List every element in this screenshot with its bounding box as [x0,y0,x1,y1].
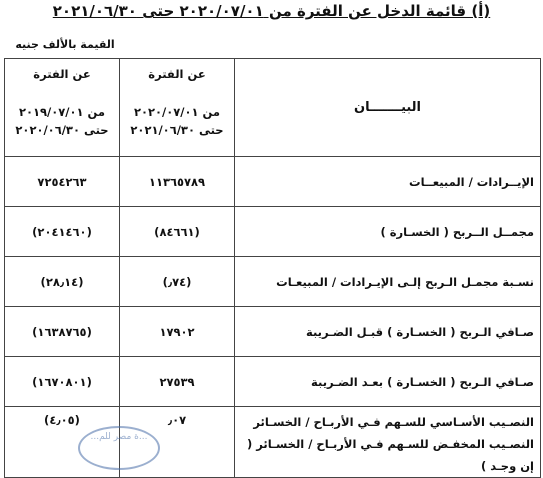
previous-period-header [5,59,120,157]
current-period-to: حتى ٢٠٢١/٠٦/٣٠ [130,123,224,137]
previous-value: (١٦٣٨٧٦٥) [5,307,120,357]
eps-current-value: ٫٠٧ [120,407,235,478]
income-statement-table [4,58,541,478]
previous-value: (٢٨٫١٤) [5,257,120,307]
table-row [5,207,541,257]
current-value: (٨٤٦٦١) [120,207,235,257]
current-value: (٫٧٤) [120,257,235,307]
row-label: صـافي الـربح ( الخسـارة ) قبـل الضـريبة [235,307,541,357]
row-label: نسـبة مجمـل الـربح إلـى الإيـرادات / المبيعـات [235,257,541,307]
current-period-from: من ٢٠٢٠/٠٧/٠١ [133,105,221,119]
previous-period-to: حتى ٢٠٢٠/٠٦/٣٠ [15,123,109,137]
table-row [5,257,541,307]
current-period-header [120,59,235,157]
eps-labels [235,407,541,478]
row-label: صـافي الـربح ( الخسـارة ) بعـد الضـريبة [235,357,541,407]
current-value: ١١٣٦٥٧٨٩ [120,157,235,207]
previous-value: (٢٠٤١٤٦٠) [5,207,120,257]
current-value: ٢٧٥٣٩ [120,357,235,407]
previous-value: (١٦٧٠٨٠١) [5,357,120,407]
company-stamp [78,426,160,470]
unit-label: القيمة بالألف جنيه [15,38,115,51]
stamp-text: ...ة مصر للم... [90,432,148,442]
current-value: ١٧٩٠٢ [120,307,235,357]
previous-period-from: من ٢٠١٩/٠٧/٠١ [18,105,106,119]
table-row [5,157,541,207]
table-row [5,307,541,357]
eps-basic-label: النصـيب الأسـاسي للسـهم فـي الأربـاح / الخسـائر [253,415,534,429]
previous-value: ٧٢٥٤٢٦٣ [5,157,120,207]
eps-diluted-label: النصـيب المخفـض للسـهم فـي الأربـاح / الخسـائر ( إن وجـد ) [246,437,534,473]
row-label: الإيــرادات / المبيعــات [235,157,541,207]
eps-previous-value: (٤٫٠٥) [5,407,120,478]
current-period-label: عن الفترة [148,67,206,81]
header-row [5,59,541,157]
item-header: البيـــــــان [235,59,541,157]
statement-title: (أ) قائمة الدخل عن الفترة من ٢٠٢٠/٠٧/٠١ حتى ٢٠٢١/٠٦/٣٠ [52,2,491,20]
table-row [5,357,541,407]
row-label: مجمــل الــربح ( الخسـارة ) [235,207,541,257]
previous-period-label: عن الفترة [33,67,91,81]
